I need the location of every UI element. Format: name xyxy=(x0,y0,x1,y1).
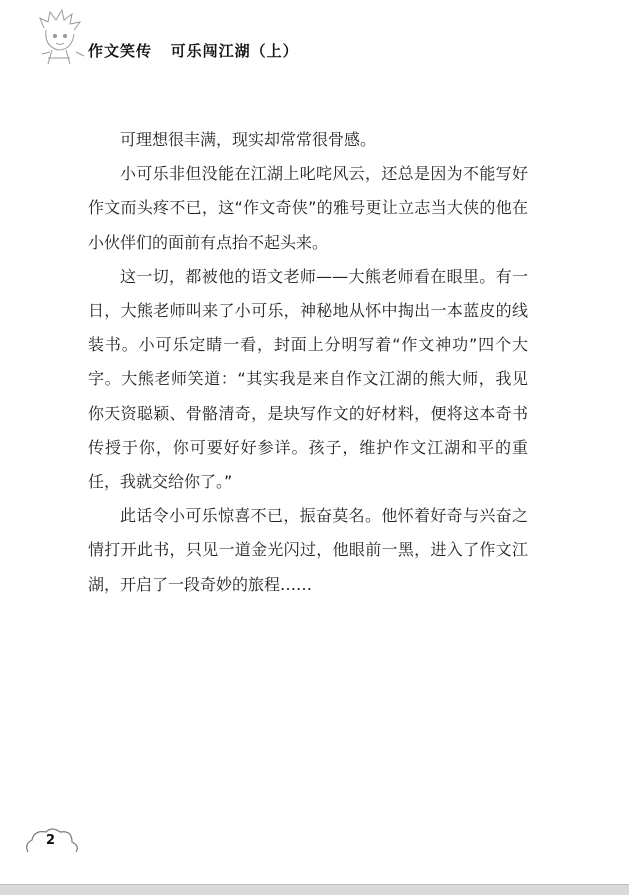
bottom-border xyxy=(0,884,629,895)
cartoon-boy-logo-icon xyxy=(34,6,90,70)
page-number: 2 xyxy=(46,833,56,848)
paragraph: 小可乐非但没能在江湖上叱咤风云，还总是因为不能写好作文而头疼不已，这“作文奇侠”的雅号更让立志当大侠的他在小伙伴们的面前有点抬不起头来。 xyxy=(88,164,528,252)
paragraph: 可理想很丰满，现实却常常很骨感。 xyxy=(120,130,377,149)
body-text xyxy=(88,123,528,602)
page-header-title: 作文笑传 可乐闯江湖（上） xyxy=(88,42,299,60)
paragraph: 这一切，都被他的语文老师——大熊老师看在眼里。有一日，大熊老师叫来了小可乐，神秘地从怀中掏出一本蓝皮的线装书。小可乐定睛一看，封面上分明写着“作文神功”四个大字。大熊老师笑道：“其实我是来自作文江湖的熊大师，我见你天资聪颖、骨骼清奇，是块写作文的好材料，便将这本奇书传授于你，你可要好好参详。孩子，维护作文江湖和平的重任，我就交给你了。” xyxy=(88,266,528,492)
paragraph: 此话令小可乐惊喜不已，振奋莫名。他怀着好奇与兴奋之情打开此书，只见一道金光闪过，他眼前一黑，进入了作文江湖，开启了一段奇妙的旅程…… xyxy=(88,506,528,594)
page-number-badge xyxy=(22,822,82,862)
